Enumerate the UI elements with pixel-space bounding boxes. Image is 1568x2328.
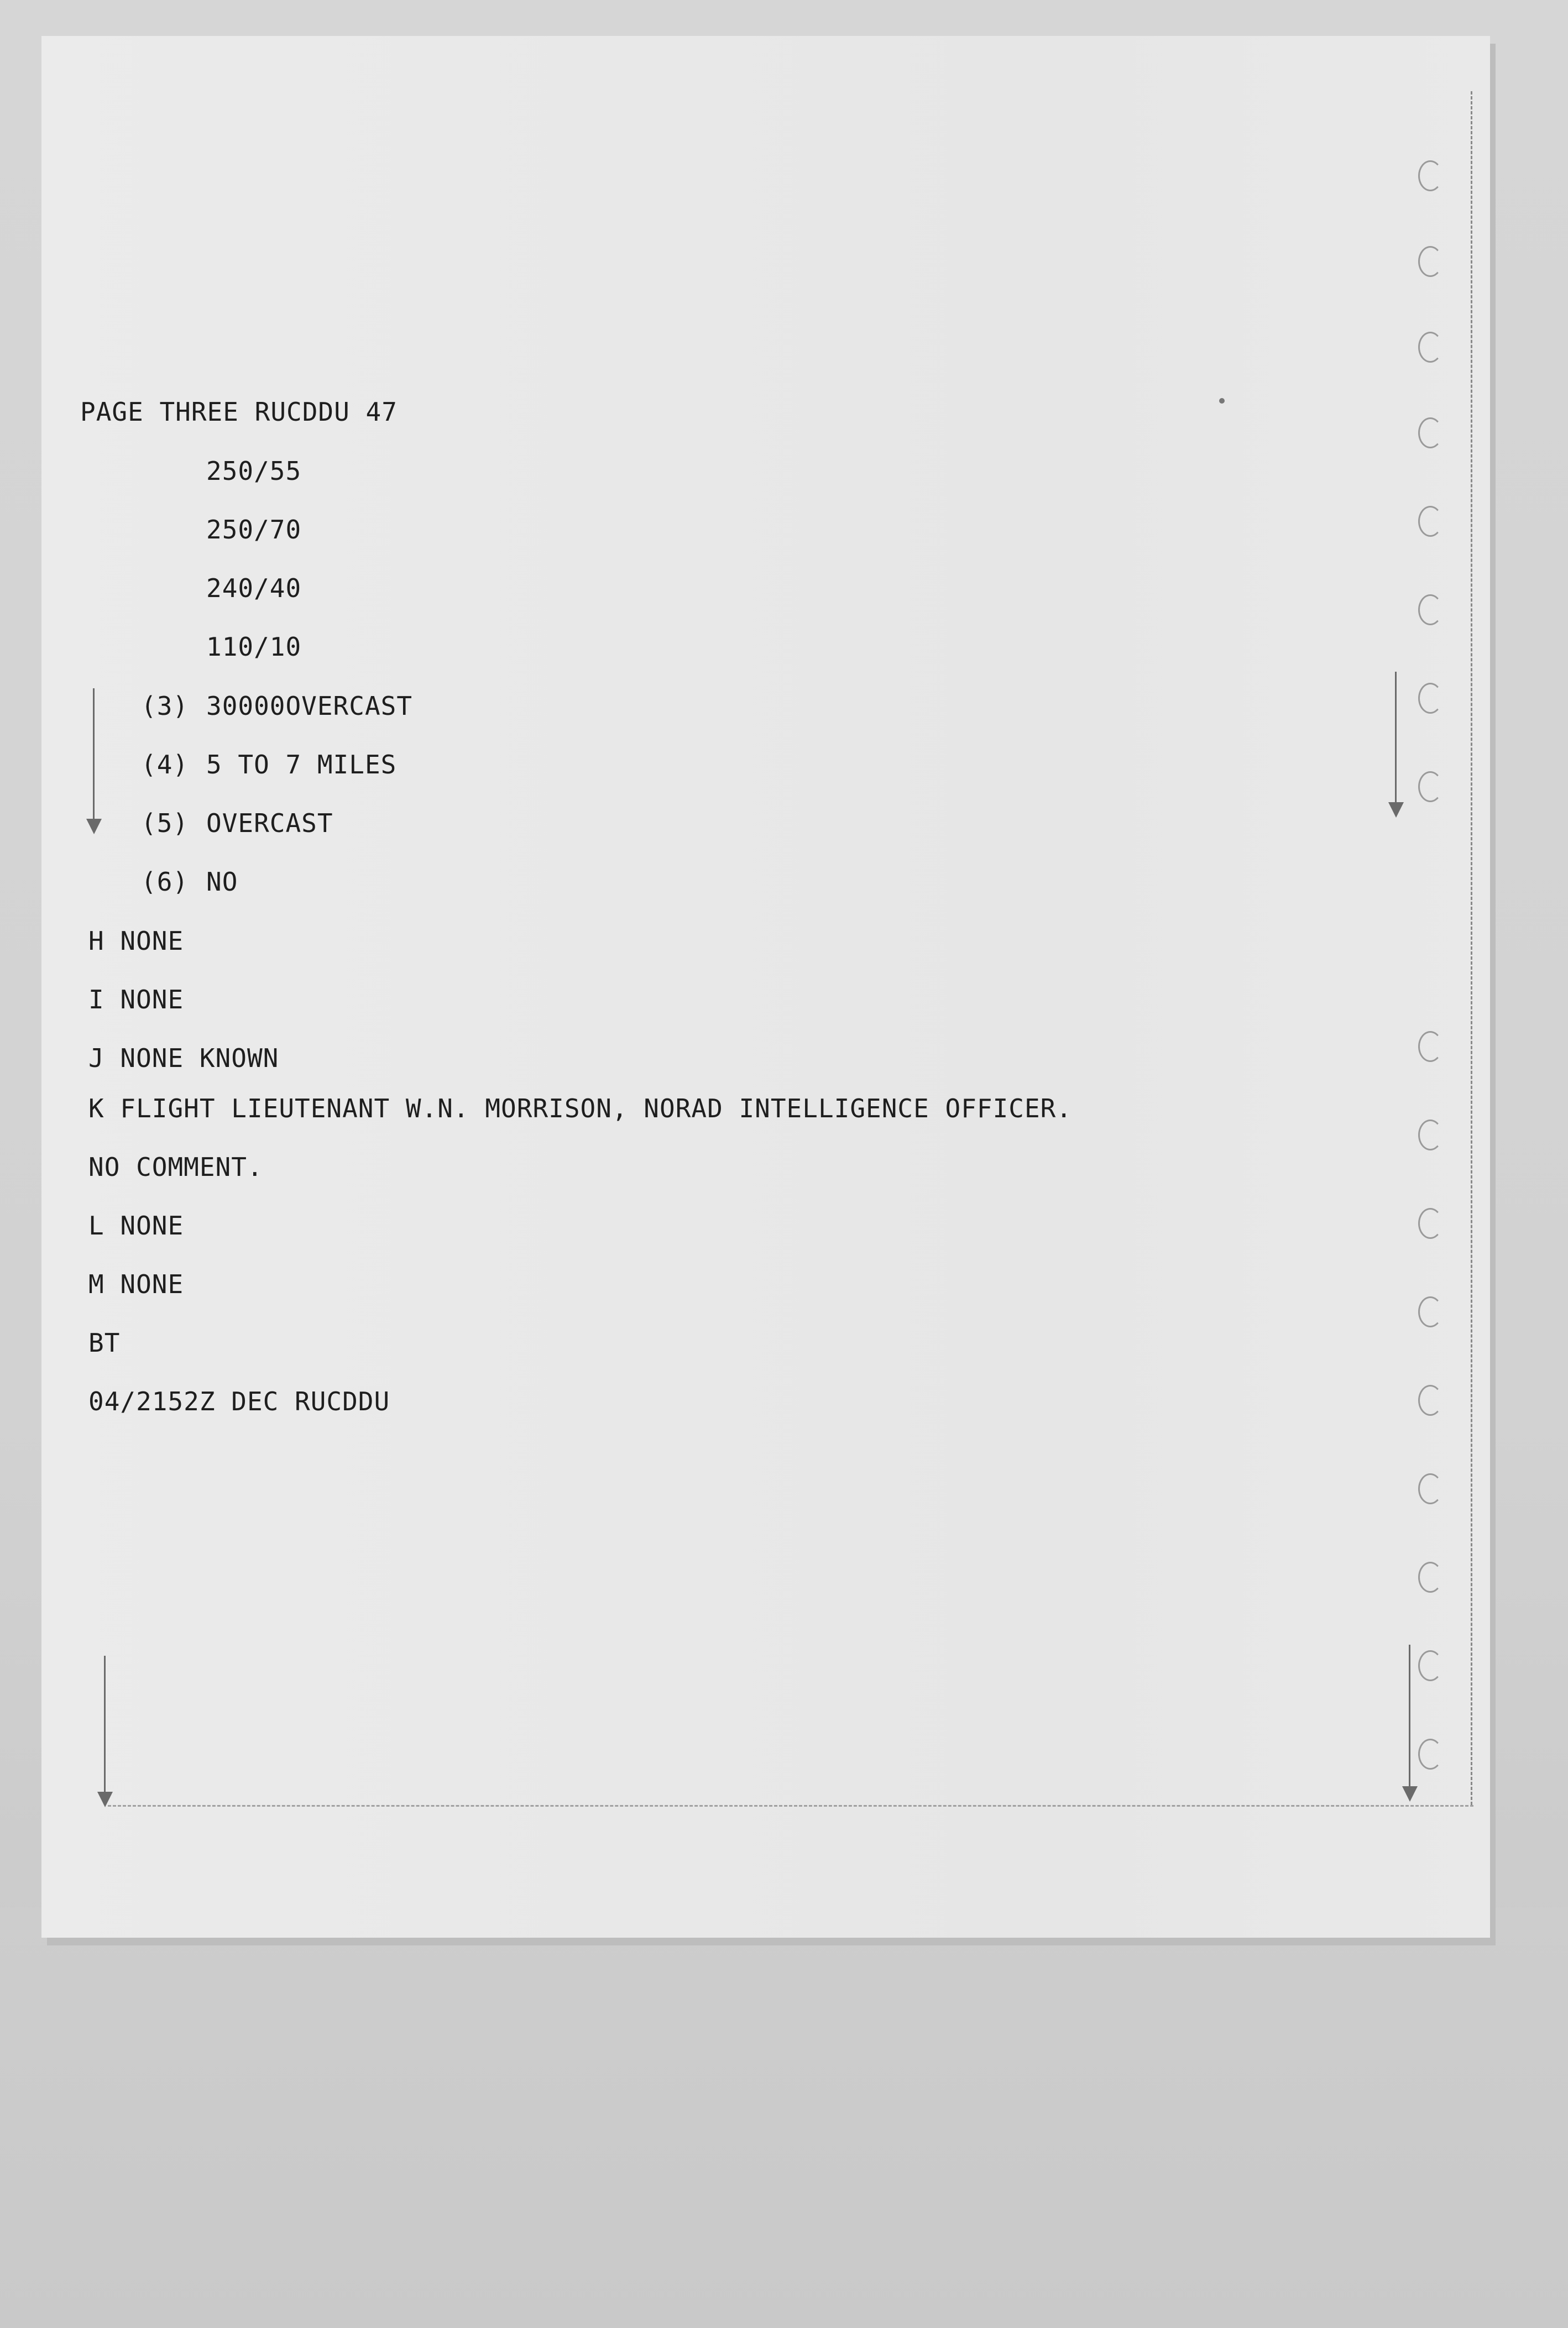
punch-hole-icon: [1418, 1296, 1442, 1327]
punch-hole-icon: [1418, 1473, 1442, 1504]
item-number: (6): [141, 867, 189, 897]
punch-hole-icon: [1418, 1119, 1442, 1150]
punch-hole-icon: [1418, 683, 1442, 714]
punch-hole-icon: [1418, 1650, 1442, 1681]
punch-hole-icon: [1418, 417, 1442, 448]
item-text: 5 TO 7 MILES: [206, 750, 397, 780]
lettered-item: BT: [88, 1328, 121, 1358]
perforation-line-right: [1471, 91, 1472, 1805]
punch-hole-icon: [1418, 594, 1442, 625]
item-number: (5): [141, 808, 189, 838]
document-page: [41, 36, 1490, 1938]
item-text: OVERCAST: [206, 808, 333, 838]
paper-surface: [41, 36, 1490, 1938]
lettered-item: I NONE: [88, 985, 184, 1014]
item-number: (3): [141, 691, 189, 721]
lettered-item: K FLIGHT LIEUTENANT W.N. MORRISON, NORAD INTELLIGENCE OFFICER.: [88, 1094, 1073, 1123]
punch-hole-icon: [1418, 160, 1442, 191]
punch-hole-icon: [1418, 1031, 1442, 1062]
punch-hole-icon: [1418, 332, 1442, 363]
punch-hole-icon: [1418, 1739, 1442, 1770]
page-header: PAGE THREE RUCDDU 47: [80, 397, 398, 427]
punch-hole-icon: [1418, 1562, 1442, 1593]
lettered-item: M NONE: [88, 1269, 184, 1299]
teletype-text: [41, 36, 1073, 1416]
wind-reading: 240/40: [206, 573, 302, 603]
lettered-item: J NONE KNOWN: [88, 1043, 279, 1073]
punch-hole-icon: [1418, 506, 1442, 537]
date-time-group: 04/2152Z DEC RUCDDU: [88, 1387, 390, 1416]
perforation-line-bottom: [108, 1805, 1473, 1807]
wind-reading: 250/70: [206, 515, 302, 545]
punch-hole-icon: [1418, 246, 1442, 277]
lettered-item: NO COMMENT.: [88, 1152, 263, 1182]
item-text: 30000OVERCAST: [206, 691, 413, 721]
punch-hole-icon: [1418, 1208, 1442, 1239]
photo-lower-area: [0, 1907, 1568, 2328]
punch-hole-icon: [1418, 1385, 1442, 1416]
lettered-item: H NONE: [88, 926, 184, 956]
lettered-item: L NONE: [88, 1211, 184, 1241]
item-text: NO: [206, 867, 238, 897]
punch-hole-icon: [1418, 771, 1442, 802]
item-number: (4): [141, 750, 189, 780]
paper-speck: [1219, 398, 1225, 404]
wind-reading: 250/55: [206, 456, 302, 486]
wind-reading: 110/10: [206, 632, 302, 662]
